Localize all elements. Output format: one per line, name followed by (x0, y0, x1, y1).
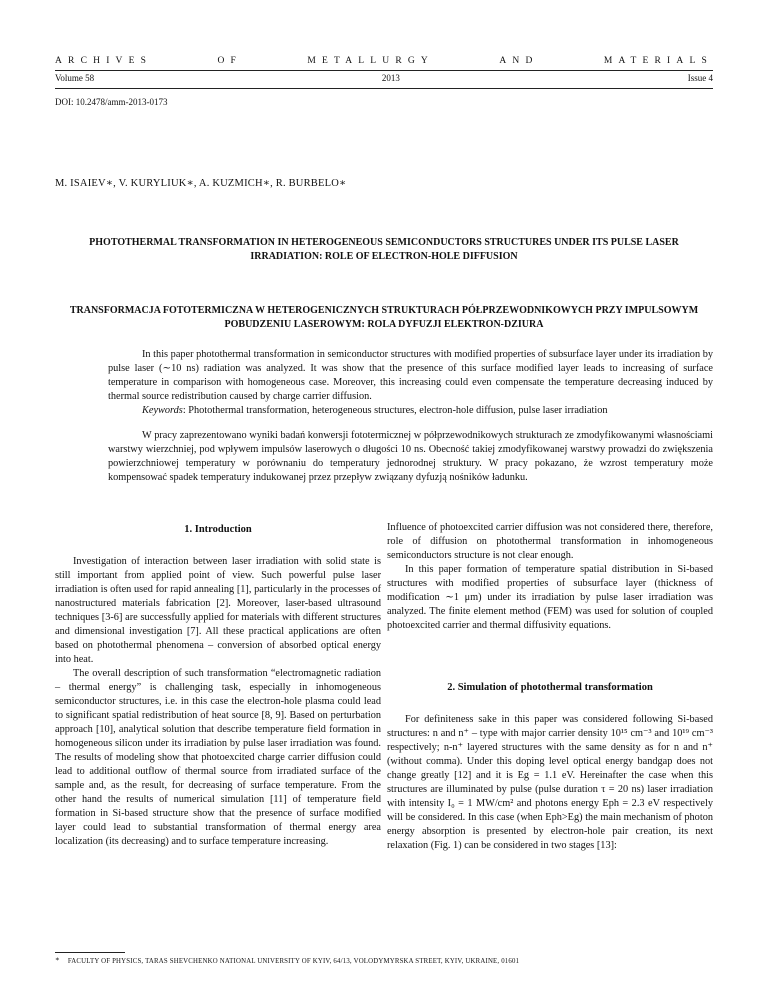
section-heading: 1. Introduction (184, 524, 252, 535)
author-list: M. ISAIEV∗, V. KURYLIUK∗, A. KUZMICH∗, R. BURBELO∗ (55, 178, 347, 189)
section-heading: 2. Simulation of photothermal transformation (447, 682, 653, 693)
article-title-polish: TRANSFORMACJA FOTOTERMICZNA W HETEROGENICZNYCH STRUKTURACH PÓŁPRZEWODNIKOWYCH PRZY IMPULSOWYM POBUDZENIU LASEROWYM: ROLA DYFUZJI ELEKTRON-DZIURA (69, 305, 699, 330)
keywords-text: : Photothermal transformation, heterogeneous structures, electron-hole diffusion, pulse laser irradiation (182, 405, 608, 416)
right-column (387, 521, 713, 853)
footnote-mark: ∗ (55, 956, 60, 963)
volume: Volume 58 (55, 73, 95, 83)
footnote-rule (55, 952, 125, 953)
journal-word: METALLURGY (307, 56, 434, 66)
paragraph: Influence of photoexcited carrier diffusion was not considered there, therefore, role of diffusion on photothermal transformation in inhomogeneous semiconductors structure is not clear enough. (387, 522, 713, 561)
header-rule-top (55, 70, 713, 71)
paragraph: The overall description of such transformation “electromagnetic radiation – thermal energy” is challenging task, especially in inhomogeneous semiconductor structures, i.e. in this case the electron-hole plasma could lead to significant spatial redistribution of heat source [8, 9]. Based on perturbation approach [10], analytical solution that describe temperature field formation in homogeneous silicon under its irradiation by pulse laser irradiation was found. The results of modeling show that photoexcited charge carrier diffusion could lead to additional outflow of thermal source from irradiated surface of the sample and, as the result, for decreasing of surface temperature. From the other hand the results of numerical simulation [11] of temperature field formation in Si-based structure show that the presence of surface modified layer could lead to substantial transformation of thermal energy area localization (its decreasing) and to surface temperature increasing. (55, 668, 381, 847)
article-title: PHOTOTHERMAL TRANSFORMATION IN HETEROGENEOUS SEMICONDUCTORS STRUCTURES UNDER ITS PULSE LASER IRRADIATION: ROLE OF ELECTRON-HOLE DIFFUSION (89, 237, 679, 262)
year: 2013 (381, 73, 400, 83)
paragraph: Investigation of interaction between laser irradiation with solid state is still important from applied point of view. Such powerful pulse laser irradiation is often used for rapid annealing [1], particularly in the processes of nanostructured materials fabrication [2]. Moreover, laser-based ultrasound techniques [3-6] are successfully applied for materials with different structures and dimensional investigation [7]. All these practical applications are often based on photothermal phenomena – conversion of absorbed optical energy into heat. (55, 556, 381, 665)
doi: DOI: 10.2478/amm-2013-0173 (55, 97, 168, 107)
issue-meta (55, 73, 713, 83)
paragraph: For definiteness sake in this paper was considered following Si-based structures: n and n⁺ – type with major carrier density 10¹⁵ cm⁻³ and 10¹⁹ cm⁻³ respectively; n-n⁺ layered structures with the same density as for n and n⁺ (without comma). Under this doping level optical energy bandgap does not change greatly [12] and it is Eg = 1.1 eV. Hereinafter the case when this structures are illuminated by pulse (pulse duration τ = 20 ns) laser irradiation with intensity I₀ = 1 MW/cm² and photons energy Eph = 2.3 eV respectively will be considered. In this case (when Eph>Eg) the main mechanism of photon energy absorption is presented by electron-hole pair creation, its next relaxation (Fig. 1) can be considered in two stages [13]: (387, 714, 713, 851)
abstract-text: In this paper photothermal transformation in semiconductor structures with modified properties of subsurface layer under its irradiation by pulse laser (∼10 ns) radiation was analyzed. It was show that the presence of this surface modified layer leads to increasing of surface temperature in comparison with homogeneous case. Moreover, this increasing could even compensate the temperature decreasing induced by thermal source redistribution caused by charge carrier diffusion. (108, 349, 713, 402)
affiliation-footnote (55, 957, 519, 965)
footnote-text: FACULTY OF PHYSICS, TARAS SHEVCHENKO NATIONAL UNIVERSITY OF KYIV, 64/13, VOLODYMYRSKA STREET, KYIV, UKRAINE, 01601 (67, 958, 520, 965)
abstract-english (108, 348, 713, 418)
issue: Issue 4 (687, 73, 713, 83)
keywords (108, 404, 713, 418)
keywords-label: Keywords (142, 405, 183, 416)
abstract-text-polish: W pracy zaprezentowano wyniki badań konwersji fototermicznej w półprzewodnikowych strukturach ze zmodyfikowanymi własnościami warstwy wierzchniej, pod wpływem impulsów laserowych o długości 10 ns. Obecność takiej zmodyfikowanej warstwy prowadzi do zwiększenia powierzchniowej temperatury w porównaniu do temperatury jednorodnej struktury. W pracy pokazano, że wzrost temperatury może kompensować spadek temperatury indukowanej przez przepływ związany dyfuzją nośników ładunku. (108, 430, 713, 483)
journal-word: OF (217, 56, 242, 66)
journal-name (55, 56, 713, 66)
journal-word: AND (499, 56, 539, 66)
abstract-polish (108, 429, 713, 485)
header-rule-bottom (55, 88, 713, 89)
journal-word: ARCHIVES (55, 56, 153, 66)
journal-word: MATERIALS (603, 56, 713, 66)
left-column (55, 521, 381, 849)
paragraph: In this paper formation of temperature spatial distribution in Si-based structures with modified properties of subsurface layer (thickness of modification ∼1 μm) under its irradiation by pulse laser irradiation was analyzed. The finite element method (FEM) was used for solution of coupled photoexcited carrier and thermal diffusivity equations. (387, 564, 713, 631)
